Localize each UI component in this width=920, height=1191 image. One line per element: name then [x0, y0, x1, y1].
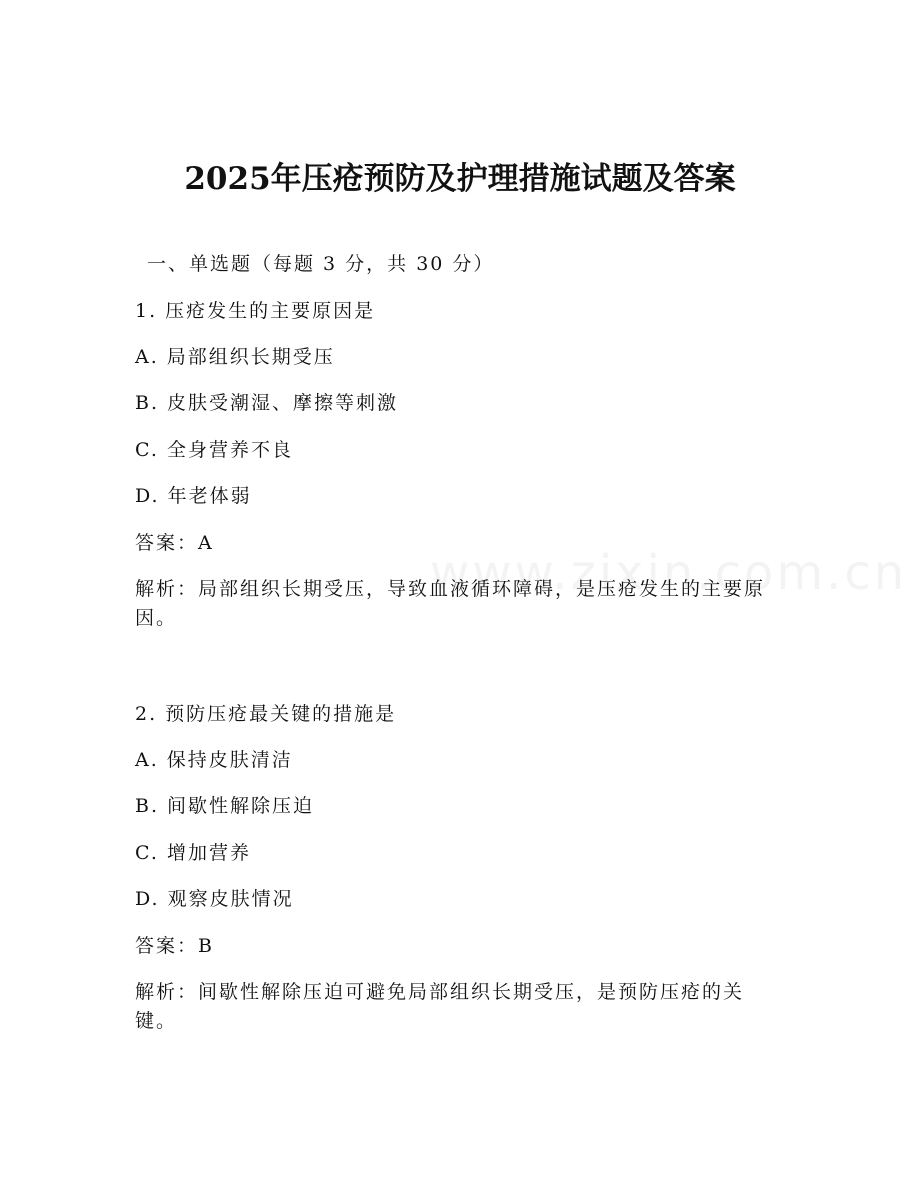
document-title: 2025年压疮预防及护理措施试题及答案 — [184, 161, 736, 197]
option-b: B. 间歇性解除压迫 — [135, 795, 315, 817]
question-stem: 2. 预防压疮最关键的措施是 — [135, 703, 397, 725]
analysis: 解析：间歇性解除压迫可避免局部组织长期受压，是预防压疮的关键。 — [135, 981, 745, 1032]
section-heading: 一、单选题（每题 3 分，共 30 分） — [147, 253, 495, 275]
option-c: C. 全身营养不良 — [135, 439, 293, 461]
option-d: D. 观察皮肤情况 — [135, 888, 294, 910]
answer: 答案：A — [135, 532, 214, 554]
option-d: D. 年老体弱 — [135, 485, 252, 507]
option-c: C. 增加营养 — [135, 842, 251, 864]
option-a: A. 保持皮肤清洁 — [135, 749, 293, 771]
analysis: 解析：局部组织长期受压，导致血液循环障碍，是压疮发生的主要原因。 — [135, 578, 766, 629]
answer: 答案：B — [135, 935, 214, 957]
option-b: B. 皮肤受潮湿、摩擦等刺激 — [135, 392, 399, 414]
question-stem: 1. 压疮发生的主要原因是 — [135, 300, 376, 322]
option-a: A. 局部组织长期受压 — [135, 346, 335, 368]
